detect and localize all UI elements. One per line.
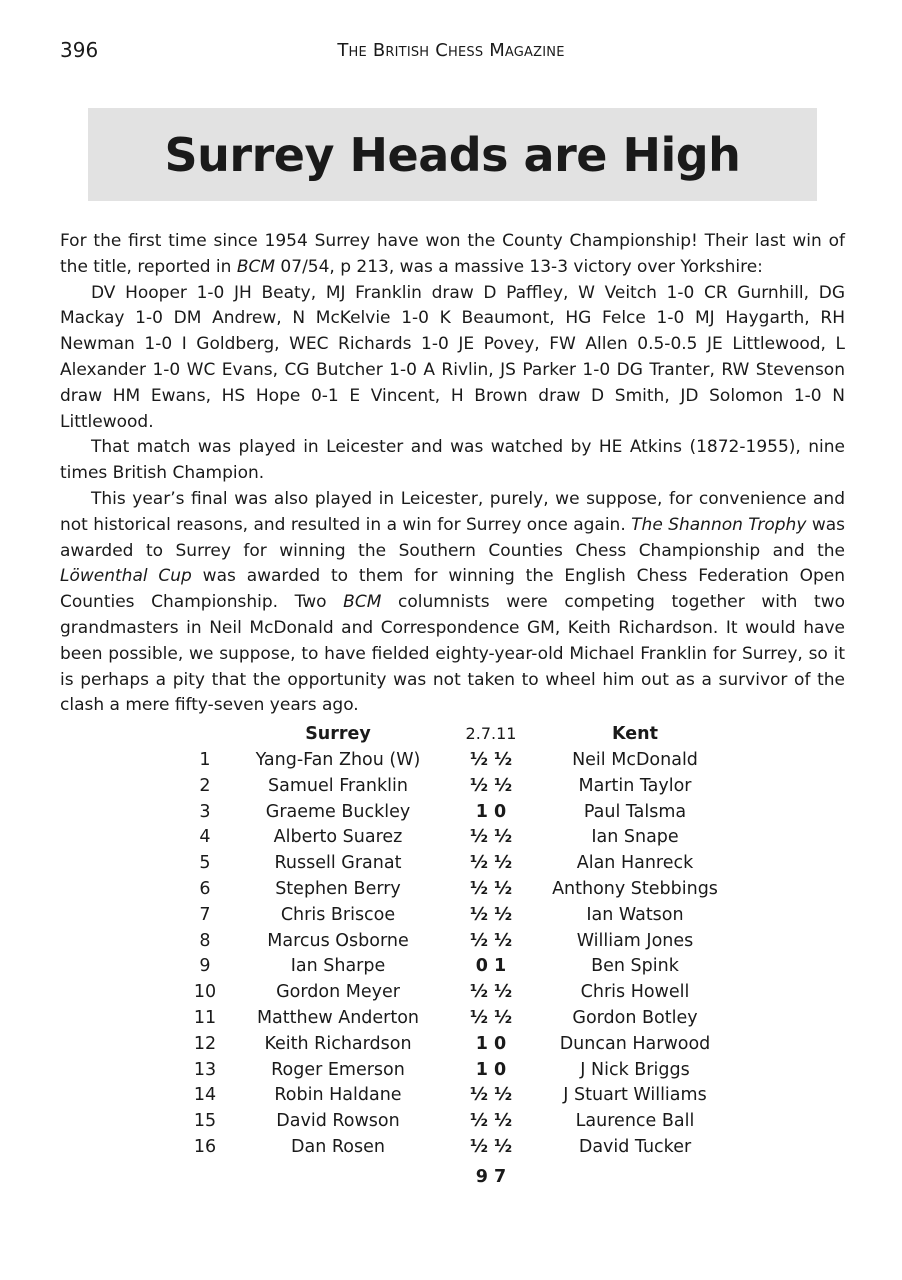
surrey-player: Gordon Meyer — [276, 982, 400, 1003]
italic-text: The Shannon Trophy — [631, 514, 807, 535]
kent-player: Martin Taylor — [578, 775, 692, 796]
kent-player: David Tucker — [578, 1136, 692, 1157]
article-title: Surrey Heads are High — [164, 127, 741, 182]
surrey-player: Roger Emerson — [271, 1059, 405, 1080]
board-score: 1 0 — [475, 1059, 507, 1080]
board-score: ½ ½ — [469, 827, 513, 848]
kent-player: Paul Talsma — [583, 801, 687, 822]
board-number: 3 — [199, 801, 211, 822]
board-number: 4 — [199, 827, 211, 848]
table-row — [0, 851, 902, 877]
table-row — [0, 774, 902, 800]
kent-player: Chris Howell — [580, 982, 690, 1003]
board-rows — [0, 748, 902, 1161]
surrey-player: David Rowson — [276, 1111, 400, 1132]
table-row — [0, 825, 902, 851]
board-score: ½ ½ — [469, 1085, 513, 1106]
running-head: The British Chess Magazine — [337, 40, 565, 61]
surrey-player: Yang-Fan Zhou (W) — [255, 750, 421, 770]
surrey-player: Ian Sharpe — [290, 956, 386, 977]
board-score: 1 0 — [475, 801, 507, 822]
table-row — [0, 1032, 902, 1058]
text-run: 07/54, p 213, was a massive 13-3 victory over Yorkshire: — [275, 256, 763, 277]
table-row — [0, 1006, 902, 1032]
board-number: 14 — [193, 1085, 217, 1106]
table-row — [0, 980, 902, 1006]
board-score: ½ ½ — [469, 1111, 513, 1132]
surrey-player: Graeme Buckley — [265, 801, 411, 822]
kent-player: Neil McDonald — [572, 750, 698, 770]
table-row — [0, 748, 902, 774]
board-number: 1 — [199, 750, 211, 770]
kent-player: Ian Watson — [586, 904, 684, 925]
board-score: ½ ½ — [469, 750, 513, 770]
kent-player: Anthony Stebbings — [552, 878, 718, 899]
board-number: 8 — [199, 930, 211, 951]
board-number: 11 — [193, 1007, 217, 1028]
board-score: ½ ½ — [469, 853, 513, 874]
surrey-player: Samuel Franklin — [268, 775, 408, 796]
board-number: 10 — [193, 982, 217, 1003]
board-score: ½ ½ — [469, 930, 513, 951]
table-row — [0, 877, 902, 903]
surrey-player: Matthew Anderton — [256, 1007, 420, 1028]
board-score: ½ ½ — [469, 904, 513, 925]
italic-text: Löwenthal Cup — [60, 566, 192, 587]
paragraph-leicester: That match was played in Leicester and was watched by HE Atkins (1872-1955), nine times British Champion. — [60, 437, 845, 484]
board-number: 9 — [199, 956, 211, 977]
board-score: ½ ½ — [469, 878, 513, 899]
surrey-player: Russell Granat — [274, 853, 402, 874]
table-row — [0, 1058, 902, 1084]
board-number: 2 — [199, 775, 211, 796]
team-b-header: Kent — [612, 724, 658, 744]
match-date: 2.7.11 — [465, 724, 517, 743]
board-number: 6 — [199, 878, 211, 899]
title-band — [88, 108, 817, 201]
table-row — [0, 1109, 902, 1135]
surrey-player: Chris Briscoe — [280, 904, 396, 925]
board-number: 5 — [199, 853, 211, 874]
board-score: ½ ½ — [469, 1136, 513, 1157]
paragraph-1954-results: DV Hooper 1-0 JH Beaty, MJ Franklin draw D Paffley, W Veitch 1-0 CR Gurnhill, DG Mackay 1-0 DM Andrew, N McKelvie 1-0 K Beaumont, HG Felce 1-0 MJ Haygarth, RH Newman 1-0 I Goldberg, WEC Richards 1-0 JE Povey, FW Allen 0.5-0.5 JE Littlewood, L Alexander 1-0 WC Evans, CG Butcher 1-0 A Rivlin, JS Parker 1-0 DG Tranter, RW Stevenson draw HM Ewans, HS Hope 0-1 E Vincent, H Brown draw D Smith, JD Solomon 1-0 N Littlewood. — [60, 282, 845, 432]
total-row — [0, 1162, 902, 1192]
table-row — [0, 1083, 902, 1109]
board-number: 13 — [193, 1059, 217, 1080]
board-number: 16 — [193, 1136, 217, 1157]
kent-player: Ben Spink — [591, 956, 679, 977]
board-score: ½ ½ — [469, 775, 513, 796]
team-a-header: Surrey — [305, 724, 371, 744]
board-number: 15 — [193, 1111, 217, 1132]
table-row — [0, 929, 902, 955]
kent-player: Duncan Harwood — [559, 1033, 711, 1054]
kent-player: Alan Hanreck — [576, 853, 694, 874]
text-run: was awarded to them for winning the English Chess Federation Open Counties Championship. Two — [60, 566, 845, 613]
table-row — [0, 800, 902, 826]
board-score: ½ ½ — [469, 1007, 513, 1028]
article-body — [60, 229, 845, 719]
italic-text: BCM — [343, 592, 382, 613]
board-number: 7 — [199, 904, 211, 925]
kent-player: J Nick Briggs — [580, 1059, 690, 1080]
board-score: 1 0 — [475, 1033, 507, 1054]
board-number: 12 — [193, 1033, 217, 1054]
table-row — [0, 903, 902, 929]
kent-player: J Stuart Williams — [563, 1085, 707, 1106]
text-run: was awarded to Surrey for winning the Southern Counties Chess Championship and the — [60, 514, 845, 561]
italic-text: BCM — [236, 256, 276, 277]
surrey-player: Alberto Suarez — [273, 827, 403, 848]
surrey-player: Robin Haldane — [274, 1085, 402, 1106]
page-number: 396 — [60, 38, 99, 62]
match-total: 9 7 — [475, 1166, 507, 1187]
board-score: 0 1 — [475, 956, 507, 977]
text-run: This year’s final was also played in Leicester, purely, we suppose, for convenience and not historical reasons, and resulted in a win for Surrey once again. — [60, 488, 845, 535]
surrey-player: Marcus Osborne — [267, 930, 409, 951]
kent-player: Laurence Ball — [575, 1111, 695, 1132]
text-run: For the first time since 1954 Surrey have won the County Championship! Their last win of the title, reported in — [60, 231, 845, 277]
paragraph-intro — [60, 229, 845, 281]
text-run: columnists were competing together with two grandmasters in Neil McDonald and Correspondence GM, Keith Richardson. It would have been possible, we suppose, to have fielded eighty-year-old Michael Franklin for Surrey, so it is perhaps a pity that the opportunity was not taken to wheel him out as a survivor of the clash a mere fifty-seven years ago. — [60, 592, 845, 716]
surrey-player: Dan Rosen — [291, 1136, 385, 1157]
surrey-player: Keith Richardson — [264, 1033, 412, 1054]
kent-player: Gordon Botley — [572, 1007, 698, 1028]
match-results-table — [0, 720, 902, 1192]
kent-player: William Jones — [576, 930, 694, 951]
table-row — [0, 954, 902, 980]
table-row — [0, 1135, 902, 1161]
surrey-player: Stephen Berry — [275, 878, 401, 899]
kent-player: Ian Snape — [591, 827, 679, 848]
board-score: ½ ½ — [469, 982, 513, 1003]
paragraph-this-year — [60, 487, 845, 719]
table-header — [0, 720, 902, 748]
